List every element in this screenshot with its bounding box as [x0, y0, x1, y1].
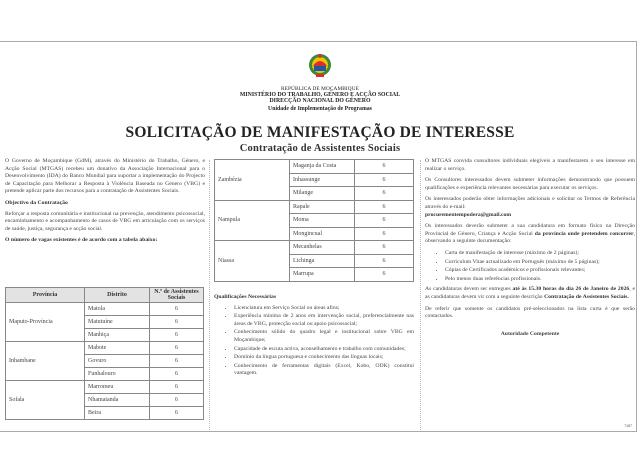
notice-subtitle: Contratação de Assistentes Sociais — [239, 143, 401, 154]
district-cell: Marromeu — [85, 381, 150, 394]
district-cell: Funhalouro — [85, 368, 150, 381]
district-cell: Beira — [85, 407, 150, 420]
count-cell: 6 — [355, 268, 414, 282]
vacancies-lead: O número de vagas existentes é de acordo com a tabela abaixo: — [5, 237, 158, 244]
vacancies-table-right — [214, 159, 414, 282]
objective-paragraph: Reforçar a resposta comunitária e institucional na prevenção, atendimento psicossocial, encaminhamento e acompanhamento de casos de VBG em articulação com os serviços de saúde, justiça, segurança e acção social. — [5, 210, 205, 232]
count-cell: 6 — [150, 329, 204, 342]
count-cell: 6 — [355, 214, 414, 228]
list-item: • Domínio da língua portuguesa e conhecimento das línguas locais; — [234, 354, 414, 362]
deadline-paragraph: As candidaturas devem ser entregues até às 15.30 horas do dia 26 de Janeiro de 2026, e as candidaturas devem vir com a seguinte descrição Contratação de Assistentes Sociais. — [425, 286, 635, 300]
district-cell: Mecanhelas — [290, 241, 355, 255]
column-divider — [209, 160, 210, 430]
list-item: • Cópias de Certificados académicos e profissionais relevantes; — [445, 267, 635, 275]
count-cell: 6 — [150, 355, 204, 368]
coat-of-arms-icon — [305, 50, 335, 80]
count-cell: 6 — [355, 200, 414, 214]
count-cell: 6 — [150, 394, 204, 407]
contact-email-link[interactable]: procurementempodera@gmail.com — [425, 211, 512, 218]
district-cell: Matola — [85, 303, 150, 316]
count-cell: 6 — [355, 160, 414, 174]
count-cell: 6 — [150, 303, 204, 316]
reference-number: 7187 — [624, 424, 632, 428]
directorate-name: DIRECÇÃO NACIONAL DO GÉNERO — [269, 98, 371, 104]
ministry-name: MINISTÉRIO DO TRABALHO, GÉNERO E ACÇÃO SOCIAL — [239, 92, 401, 98]
submit-info-paragraph: Os Consultores interessados devem submeter informações demonstrando que possuem qualificações e experiência relevantes necessárias para executar os serviços. — [425, 177, 635, 191]
list-item: • Conhecimento sólido do quadro legal e institucional sobre VBG em Moçambique; — [234, 329, 414, 344]
district-cell: Mabote — [85, 342, 150, 355]
unit-name: Unidade de Implementação de Programas — [268, 106, 372, 112]
documents-list — [425, 250, 635, 283]
district-cell: Milange — [290, 187, 355, 201]
apply-paragraph: Os interessados deverão submeter a sua candidatura em formato físico na Direcção Provincial de Género, Criança e Acção Social da província onde pretendem concorrer, observando a seguinte documentação: — [425, 223, 635, 245]
table-row — [215, 160, 414, 174]
district-cell: Lichinga — [290, 254, 355, 268]
table-row — [6, 303, 204, 316]
shortlist-paragraph: De referir que somente os candidatos pré-seleccionados na lista curta é que serão contactados. — [425, 305, 635, 320]
count-cell: 6 — [150, 342, 204, 355]
list-item: • Conhecimento de ferramentas digitais (Excel, Kobo, ODK) constitui vantagem. — [234, 363, 414, 378]
province-cell: Inhambane — [6, 342, 85, 381]
district-cell: Nhamatanda — [85, 394, 150, 407]
district-cell: Inhassunge — [290, 173, 355, 187]
count-cell: 6 — [355, 227, 414, 241]
count-cell: 6 — [150, 316, 204, 329]
count-cell: 6 — [150, 407, 204, 420]
table-row — [6, 342, 204, 355]
header-count: N.º de Assistentes Sociais — [150, 288, 204, 303]
district-cell: Manhiça — [85, 329, 150, 342]
count-cell: 6 — [355, 173, 414, 187]
objective-heading: Objectivo da Contratação — [5, 199, 68, 206]
province-cell: Nampula — [215, 200, 290, 241]
province-cell: Zambézia — [215, 160, 290, 201]
list-item: • Pelo menos duas referências profissionais. — [445, 276, 635, 284]
vacancies-table-left — [5, 287, 204, 420]
qualifications-list — [214, 305, 414, 378]
qualifications-heading: Qualificações Necessárias — [214, 294, 277, 300]
province-cell: Sofala — [6, 381, 85, 420]
country-name: REPÚBLICA DE MOÇAMBIQUE — [281, 86, 359, 92]
list-item: • Experiência mínima de 2 anos em intervenção social, preferencialmente nas áreas de VBG, protecção social ou apoio psicossocial; — [234, 313, 414, 328]
list-item: • Carta de manifestação de interesse (máximo de 2 páginas); — [445, 250, 635, 258]
district-cell: Rapale — [290, 200, 355, 214]
table-row — [6, 381, 204, 394]
signature: Autoridade Competente — [500, 330, 560, 337]
district-cell: Govuro — [85, 355, 150, 368]
notice-title: SOLICITAÇÃO DE MANIFESTAÇÃO DE INTERESSE — [125, 124, 515, 141]
province-cell: Maputo-Província — [6, 303, 85, 342]
count-cell: 6 — [150, 381, 204, 394]
district-cell: Marrupa — [290, 268, 355, 282]
district-cell: Moma — [290, 214, 355, 228]
list-item: • Capacidade de escuta activa, aconselhamento e trabalho com comunidades; — [234, 346, 414, 354]
column-divider — [420, 160, 421, 430]
intro-paragraph: O Governo de Moçambique (GdM), através do Ministério do Trabalho, Género, e Acção Social (MTGAS) recebeu um donativo da Associação Internacional para o Desenvolvimento (IDA) do Banco Mundial para suportar a implementação do Projecto de Capacitação para Melhorar a Resposta à Violência Baseada no Género (VBG) e pretende aplicar parte dos recursos para a contratação de Assistentes Sociais. — [5, 158, 205, 195]
more-info-paragraph: Os interessados poderão obter informações adicionais e solicitar os Termos de Referência através do e-mail: — [425, 196, 635, 210]
count-cell: 6 — [355, 241, 414, 255]
district-cell: Mongincual — [290, 227, 355, 241]
qualifications-section — [214, 292, 414, 379]
province-cell: Niassa — [215, 241, 290, 282]
district-cell: Matutuíne — [85, 316, 150, 329]
count-cell: 6 — [355, 187, 414, 201]
header-district: Distrito — [85, 288, 150, 303]
count-cell: 6 — [355, 254, 414, 268]
table-row — [215, 200, 414, 214]
list-item: • Licenciatura em Serviço Social ou áreas afins; — [234, 305, 414, 313]
list-item: • Curriculum Vitae actualizado em Português (máximo de 5 páginas); — [445, 259, 635, 267]
invite-paragraph: O MTGAS convida consultores individuais elegíveis a manifestarem o seu interesse em realizar o serviço. — [425, 158, 635, 172]
column-left — [5, 158, 205, 248]
table-row — [215, 241, 414, 255]
count-cell: 6 — [150, 368, 204, 381]
column-right — [425, 158, 635, 338]
district-cell: Maganja da Costa — [290, 160, 355, 174]
header-province: Província — [6, 288, 85, 303]
